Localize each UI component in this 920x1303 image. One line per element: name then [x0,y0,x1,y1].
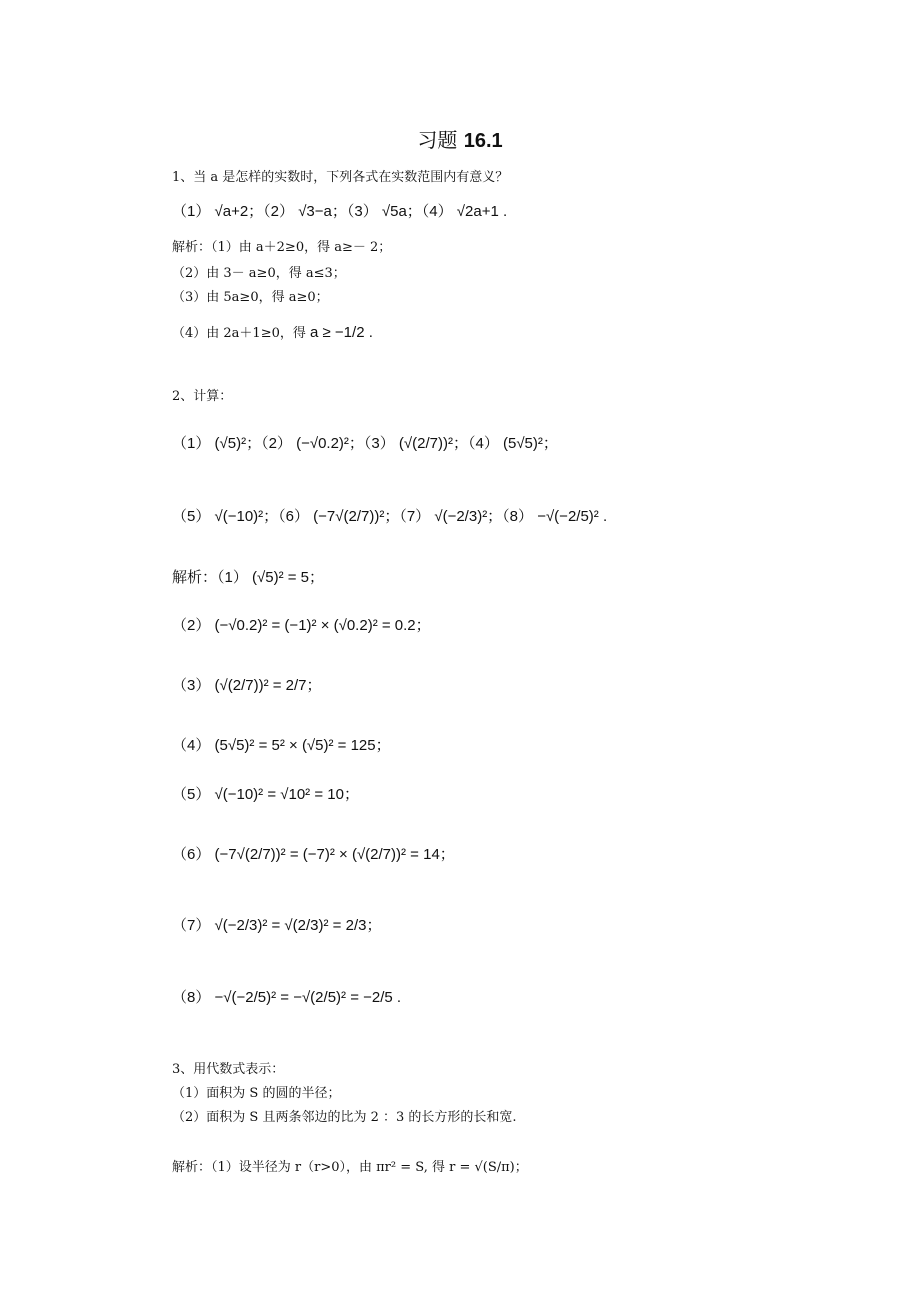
question-2-prompt: 2、计算： [172,389,233,404]
question-1-items: （1） √a+2；（2） √3−a；（3） √5a；（4） √2a+1 . [172,203,508,220]
question-2-solution-6: （6） (−7√(2/7))² = (−7)² × (√(2/7))² = 14； [172,846,455,863]
question-3-prompt: 3、用代数式表示： [172,1062,285,1077]
question-3-item-2: （2）面积为 S 且两条邻边的比为 2 ：3 的长方形的长和宽. [172,1110,517,1125]
question-2-row-1: （1） (√5)²；（2） (−√0.2)²；（3） (√(2/7))²；（4） (5√5)²； [172,435,558,452]
question-1-prompt: 1、当 a 是怎样的实数时，下列各式在实数范围内有意义？ [172,170,509,185]
question-1-solution-4: （4）由 2a＋1≥0，得 a ≥ −1/2 . [172,324,373,341]
question-2-solution-2: （2） (−√0.2)² = (−1)² × (√0.2)² = 0.2； [172,617,431,634]
question-2-solution-7: （7） √(−2/3)² = √(2/3)² = 2/3； [172,917,382,934]
question-2-solution-5: （5） √(−10)² = √10² = 10； [172,786,359,803]
question-2-solution-4: （4） (5√5)² = 5² × (√5)² = 125； [172,737,391,754]
question-3-item-1: （1）面积为 S 的圆的半径； [172,1086,341,1101]
question-2-row-2: （5） √(−10)²；（6） (−7√(2/7))²；（7） √(−2/3)²；（8） −√(−2/5)² . [172,508,608,525]
question-2-solution-8: （8） −√(−2/5)² = −√(2/5)² = −2/5 . [172,989,402,1006]
question-3-solution: 解析：（1）设半径为 r（r>0），由 πr² = S, 得 r = √(S/π)； [172,1160,528,1175]
question-1-solution-3: （3）由 5a≥0，得 a≥0； [172,290,329,305]
page-title: 习题 16.1 [417,128,503,152]
question-2-solution-1: 解析：（1） (√5)² = 5； [172,569,325,586]
question-2-solution-3: （3） (√(2/7))² = 2/7； [172,677,322,694]
question-1-solution-2: （2）由 3－ a≥0，得 a≤3； [172,266,346,281]
question-1-solution-1: 解析：（1）由 a＋2≥0，得 a≥－ 2； [172,240,392,255]
